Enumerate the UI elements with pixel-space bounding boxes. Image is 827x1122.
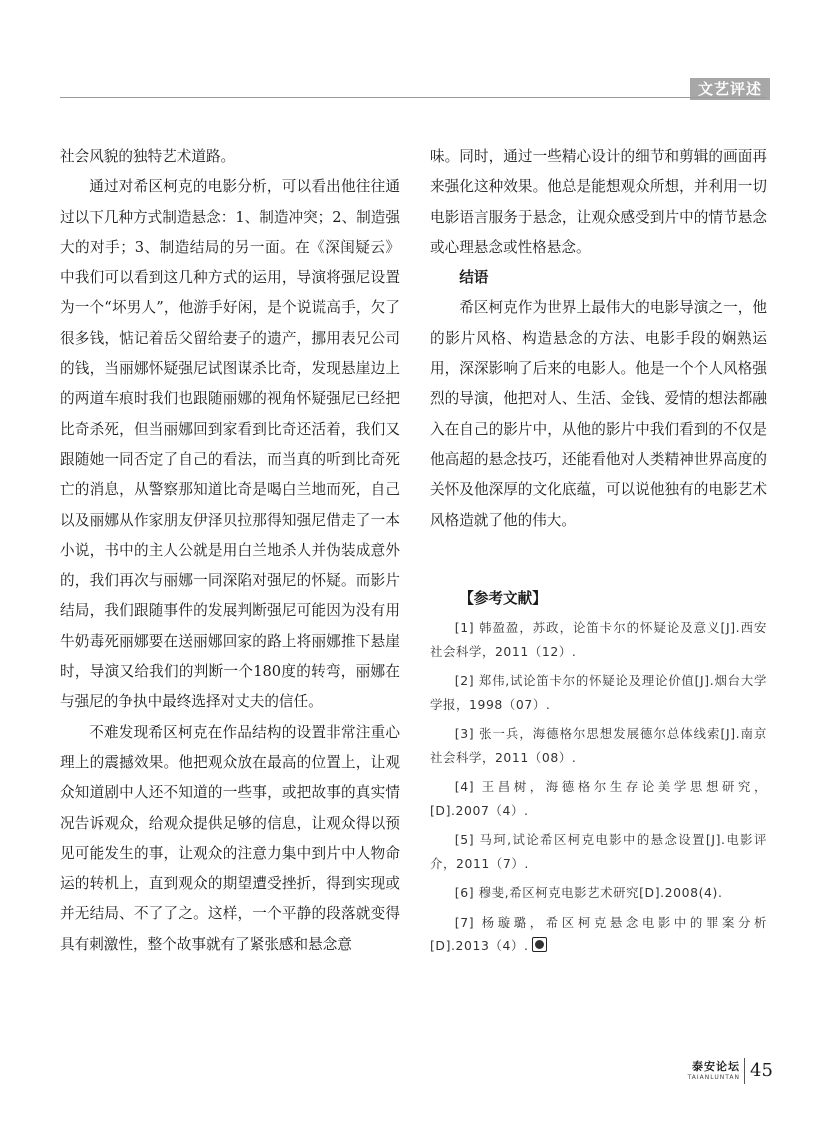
references-title: 【参考文献】 xyxy=(459,590,547,607)
body-paragraph-suspense-methods: 通过对希区柯克的电影分析，可以看出他往往通过以下几种方式制造悬念：1、制造冲突；2、制造强大的对手；3、制造结局的另一面。在《深闺疑云》中我们可以看到这几种方式的运用，导演将强尼设置为一个“坏男人”，他游手好闲，是个说谎高手，欠了很多钱，惦记着岳父留给妻子的遗产，挪用表兄公司的钱，当丽娜怀疑强尼试图谋杀比奇，发现悬崖边上的两道车痕时我们也跟随丽娜的视角怀疑强尼已经把比奇杀死，但当丽娜回到家看到比奇还活着，我们又跟随她一同否定了自己的看法，而当真的听到比奇死亡的消息，从警察那知道比奇是喝白兰地而死，自己以及丽娜从作家朋友伊泽贝拉那得知强尼借走了一本小说，书中的主人公就是用白兰地杀人并伪装成意外的，我们再次与丽娜一同深陷对强尼的怀疑。而影片结局，我们跟随事件的发展判断强尼可能因为没有用牛奶毒死丽娜要在送丽娜回家的路上将丽娜推下悬崖时，导演又给我们的判断一个180度的转弯，丽娜在与强尼的争执中最终选择对丈夫的信任。 xyxy=(60,178,400,711)
reference-item-text: [7] 杨璇璐，希区柯克悬念电影中的罪案分析[D].2013（4）. xyxy=(430,914,767,953)
left-column xyxy=(60,142,400,960)
reference-item: [4] 王昌树，海德格尔生存论美学思想研究，[D].2007（4）. xyxy=(430,779,767,818)
reference-item: [1] 韩盈盈，苏政，论笛卡尔的怀疑论及意义[J].西安社会科学，2011（12）. xyxy=(430,620,767,659)
conclusion-heading: 结语 xyxy=(459,269,489,287)
reference-item: [5] 马珂,试论希区柯克电影中的悬念设置[J].电影评介，2011（7）. xyxy=(430,832,767,871)
footer-divider xyxy=(744,1058,745,1084)
conclusion-paragraph: 希区柯克作为世界上最伟大的电影导演之一，他的影片风格、构造悬念的方法、电影手段的娴熟运用，深深影响了后来的电影人。他是一个个人风格强烈的导演，他把对人、生活、金钱、爱情的想法都融入在自己的影片中，从他的影片中我们看到的不仅是他高超的悬念技巧，还能看他对人类精神世界高度的关怀及他深厚的文化底蕴，可以说他独有的电影艺术风格造就了他的伟大。 xyxy=(430,299,767,529)
journal-name xyxy=(672,1060,740,1082)
journal-name-pinyin: TAIANLUNTAN xyxy=(687,1074,740,1081)
reference-item-last xyxy=(430,911,767,958)
body-paragraph-structure: 不难发现希区柯克在作品结构的设置非常注重心理上的震撼效果。他把观众放在最高的位置上，让观众知道剧中人还不知道的一些事，或把故事的真实情况告诉观众，给观众提供足够的信息，让观众得以预见可能发生的事，让观众的注意力集中到片中人物命运的转机上，直到观众的期望遭受挫折，得到实现或并无结局、不了了之。这样，一个平静的段落就变得具有刺激性，整个故事就有了紧张感和悬念意 xyxy=(60,723,400,953)
body-paragraph-continued: 味。同时，通过一些精心设计的细节和剪辑的画面再来强化这种效果。他总是能想观众所想，并利用一切电影语言服务于悬念，让观众感受到片中的情节悬念或心理悬念或性格悬念。 xyxy=(430,148,767,256)
section-tag: 文艺评述 xyxy=(690,78,770,100)
right-column xyxy=(430,142,767,536)
page-number: 45 xyxy=(750,1060,773,1081)
body-paragraph-continuation: 社会风貌的独特艺术道路。 xyxy=(60,148,236,165)
reference-item: [6] 穆斐,希区柯克电影艺术研究[D].2008(4). xyxy=(454,885,723,900)
end-seal-icon xyxy=(532,937,547,952)
reference-item: [3] 张一兵，海德格尔思想发展德尔总体线索[J].南京社会科学，2011（08）. xyxy=(430,726,767,765)
references-section xyxy=(430,586,767,964)
reference-item: [2] 郑伟,试论笛卡尔的怀疑论及理论价值[J].烟台大学学报，1998（07）. xyxy=(430,673,767,712)
header-rule xyxy=(60,97,767,98)
journal-name-chinese: 泰安论坛 xyxy=(692,1060,740,1073)
